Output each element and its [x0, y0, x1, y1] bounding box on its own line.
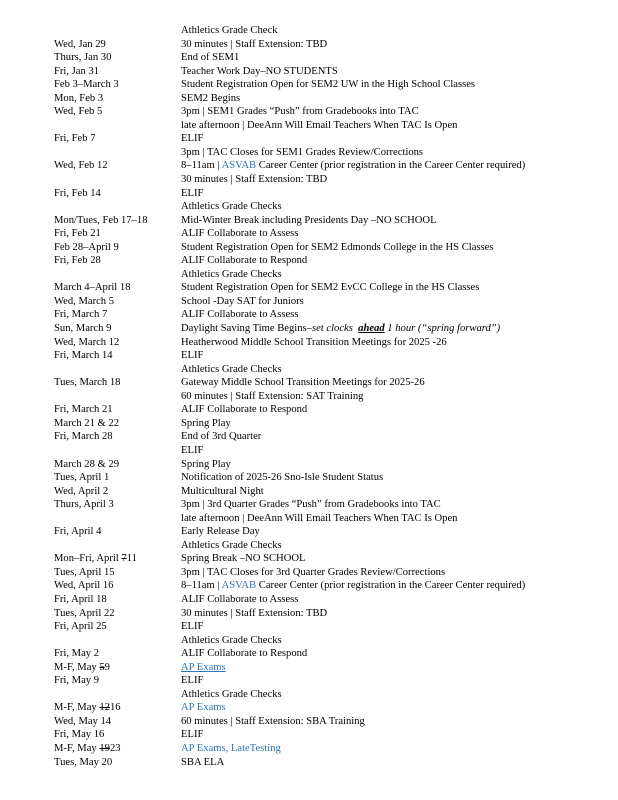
event-description: ALIF Collaborate to Respond: [181, 648, 308, 660]
event-date: [54, 24, 181, 38]
event-description: Student Registration Open for SEM2 Edmonds College in the HS Classes: [181, 241, 494, 253]
event-description: Spring Play: [181, 458, 231, 470]
calendar-row: [54, 674, 604, 688]
date-text: M-F, May: [54, 742, 100, 754]
calendar-row: [54, 485, 604, 499]
event-date: Fri, April 18: [54, 593, 107, 605]
event-date: Wed, April 16: [54, 580, 114, 592]
event-description: [181, 579, 604, 593]
event-date: Fri, March 7: [54, 309, 108, 321]
event-description: Athletics Grade Checks: [181, 268, 282, 280]
event-date: [54, 539, 181, 553]
event-date: March 28 & 29: [54, 458, 120, 470]
event-date: Wed, May 14: [54, 715, 112, 727]
calendar-row: [54, 119, 604, 133]
event-date: [54, 661, 181, 675]
calendar-row: [54, 593, 604, 607]
date-text: 11: [126, 553, 137, 565]
event-description: [181, 742, 604, 756]
event-date: Wed, Jan 29: [54, 38, 106, 50]
event-date: Mon/Tues, Feb 17–18: [54, 214, 148, 226]
event-emphasis-text: ahead: [358, 323, 385, 335]
event-description: ALIF Collaborate to Assess: [181, 228, 299, 240]
event-description: 3pm | 3rd Quarter Grades “Push” from Gradebooks into TAC: [181, 499, 441, 511]
calendar-row: [54, 363, 604, 377]
event-description: Mid-Winter Break including Presidents Day –NO SCHOOL: [181, 214, 437, 226]
event-description: Athletics Grade Checks: [181, 363, 282, 375]
event-description: Athletics Grade Check: [181, 25, 278, 36]
event-description: End of SEM1: [181, 52, 240, 64]
event-date: Thurs, Jan 30: [54, 52, 112, 64]
event-date: March 21 & 22: [54, 417, 120, 429]
calendar-row: [54, 105, 604, 119]
event-date: Wed, Feb 12: [54, 160, 108, 172]
calendar-row: [54, 38, 604, 52]
event-date: [54, 390, 181, 404]
event-date: Fri, May 16: [54, 729, 105, 741]
calendar-row: [54, 471, 604, 485]
calendar-row: [54, 566, 604, 580]
event-date: March 4–April 18: [54, 282, 131, 294]
event-description: SEM2 Begins: [181, 92, 241, 104]
event-date: [54, 200, 181, 214]
event-description: Heatherwood Middle School Transition Meetings for 2025 -26: [181, 336, 447, 348]
calendar-row: [54, 539, 604, 553]
event-description: Athletics Grade Checks: [181, 201, 282, 213]
event-description: ALIF Collaborate to Respond: [181, 404, 308, 416]
event-time: 8–11am |: [181, 580, 222, 592]
calendar-row: [54, 458, 604, 472]
event-description: ELIF: [181, 133, 204, 145]
event-date: Wed, March 12: [54, 336, 120, 348]
event-description: [181, 661, 604, 675]
date-struck-text: 5: [99, 661, 105, 673]
event-date: Fri, Feb 21: [54, 228, 101, 240]
event-description: Notification of 2025-26 Sno-Isle Student Status: [181, 472, 384, 484]
event-italic-text: 1 hour (“spring forward”): [384, 323, 501, 335]
event-description: Gateway Middle School Transition Meetings for 2025-26: [181, 377, 425, 389]
calendar-row: [54, 498, 604, 512]
calendar-row: [54, 214, 604, 228]
calendar-row: [54, 552, 604, 566]
event-description: 3pm | TAC Closes for 3rd Quarter Grades Review/Corrections: [181, 566, 446, 578]
calendar-row: [54, 647, 604, 661]
event-description: Spring Play: [181, 417, 231, 429]
calendar-row: [54, 187, 604, 201]
event-date: [54, 512, 181, 526]
event-description: SBA ELA: [181, 756, 225, 768]
ap-exams-text: AP Exams, LateTesting: [181, 742, 281, 754]
event-date: Mon, Feb 3: [54, 92, 104, 104]
event-date: Fri, May 9: [54, 675, 100, 687]
event-italic-text: set clocks: [311, 323, 359, 335]
date-text: Mon–Fri, April: [54, 553, 122, 565]
event-description: Spring Break –NO SCHOOL: [181, 553, 306, 565]
event-text: Daylight Saving Time Begins–: [181, 323, 312, 335]
event-description: late afternoon | DeeAnn Will Email Teachers When TAC Is Open: [181, 119, 458, 131]
calendar-row: [54, 65, 604, 79]
event-date: Feb 28–April 9: [54, 241, 119, 253]
date-text: M-F, May: [54, 661, 100, 673]
event-date: Feb 3–March 3: [54, 79, 119, 91]
event-description: Multicultural Night: [181, 485, 264, 497]
calendar-row: [54, 756, 604, 770]
date-struck-text: 7: [121, 553, 127, 565]
event-date: Fri, April 25: [54, 621, 107, 633]
date-text: M-F, May: [54, 702, 100, 714]
event-date: [54, 634, 181, 648]
event-description: 30 minutes | Staff Extension: TBD: [181, 38, 328, 50]
event-date: [54, 173, 181, 187]
date-text: 16: [109, 702, 121, 714]
calendar-row: [54, 146, 604, 160]
event-description: Student Registration Open for SEM2 UW in the High School Classes: [181, 79, 476, 91]
calendar-row: [54, 78, 604, 92]
calendar-row: [54, 295, 604, 309]
calendar-row: [54, 525, 604, 539]
calendar-row: [54, 322, 604, 336]
event-date: Fri, Jan 31: [54, 65, 100, 77]
asvab-link[interactable]: ASVAB: [221, 160, 257, 172]
calendar-row: [54, 661, 604, 675]
calendar-row: [54, 349, 604, 363]
ap-exams-text: AP Exams: [181, 702, 226, 714]
calendar-row: [54, 173, 604, 187]
date-text: 23: [109, 742, 121, 754]
event-date: Fri, Feb 14: [54, 187, 101, 199]
event-detail: Career Center (prior registration in the Career Center required): [256, 580, 526, 592]
calendar-row: [54, 376, 604, 390]
event-description: 3pm | SEM1 Grades “Push” from Gradebooks into TAC: [181, 106, 419, 118]
calendar-row: [54, 607, 604, 621]
calendar-row: [54, 24, 604, 38]
event-date: [54, 688, 181, 702]
event-description: 3pm | TAC Closes for SEM1 Grades Review/Corrections: [181, 146, 424, 158]
event-date: Fri, Feb 7: [54, 133, 96, 145]
event-description: School -Day SAT for Juniors: [181, 295, 304, 307]
date-struck-text: 19: [99, 742, 110, 754]
calendar-row: [54, 688, 604, 702]
calendar-row: [54, 620, 604, 634]
event-description: ELIF: [181, 444, 204, 456]
calendar-row: [54, 281, 604, 295]
date-struck-text: 12: [99, 702, 110, 714]
event-date: [54, 444, 181, 458]
calendar-row: [54, 715, 604, 729]
ap-exams-link[interactable]: AP Exams: [181, 661, 226, 673]
event-description: 30 minutes | Staff Extension: TBD: [181, 607, 328, 619]
event-description: 60 minutes | Staff Extension: SBA Training: [181, 715, 365, 727]
event-date: Tues, April 15: [54, 566, 115, 578]
event-date: Fri, March 21: [54, 404, 113, 416]
asvab-link[interactable]: ASVAB: [221, 580, 257, 592]
date-text: 9: [104, 661, 110, 673]
event-date: Sun, March 9: [54, 323, 112, 335]
calendar-row: [54, 634, 604, 648]
calendar-row: [54, 241, 604, 255]
calendar-row: [54, 701, 604, 715]
calendar-row: [54, 403, 604, 417]
event-description: [181, 159, 604, 173]
event-description: End of 3rd Quarter: [181, 431, 262, 443]
event-description: ALIF Collaborate to Assess: [181, 593, 299, 605]
event-date: Tues, May 20: [54, 756, 113, 768]
event-date: Fri, Feb 28: [54, 255, 101, 267]
calendar-row: [54, 308, 604, 322]
event-description: ALIF Collaborate to Respond: [181, 255, 308, 267]
calendar-row: [54, 579, 604, 593]
event-date: Tues, March 18: [54, 377, 121, 389]
event-date: Fri, April 4: [54, 526, 102, 538]
event-description: 60 minutes | Staff Extension: SAT Training: [181, 390, 364, 402]
event-description: Early Release Day: [181, 526, 260, 538]
event-date: Fri, March 28: [54, 431, 113, 443]
calendar-row: [54, 132, 604, 146]
event-description: Athletics Grade Checks: [181, 539, 282, 551]
calendar-row: [54, 268, 604, 282]
event-detail: Career Center (prior registration in the Career Center required): [256, 160, 526, 172]
event-date: [54, 363, 181, 377]
calendar-row: [54, 430, 604, 444]
event-date: Wed, March 5: [54, 295, 115, 307]
event-description: ELIF: [181, 729, 204, 741]
calendar-row: [54, 51, 604, 65]
event-description: 30 minutes | Staff Extension: TBD: [181, 174, 328, 186]
calendar-row: [54, 336, 604, 350]
event-description: ELIF: [181, 350, 204, 362]
event-date: [54, 119, 181, 133]
event-description: [181, 701, 604, 715]
calendar-row: [54, 254, 604, 268]
event-date: Tues, April 1: [54, 472, 110, 484]
event-date: [54, 146, 181, 160]
event-description: ELIF: [181, 675, 204, 687]
calendar-row: [54, 728, 604, 742]
calendar-row: [54, 159, 604, 173]
event-description: ELIF: [181, 187, 204, 199]
event-time: 8–11am |: [181, 160, 222, 172]
event-date: Fri, May 2: [54, 648, 100, 660]
event-description: Athletics Grade Checks: [181, 634, 282, 646]
calendar-row: [54, 227, 604, 241]
event-date: [54, 701, 181, 715]
calendar-list: [54, 24, 604, 769]
event-description: Teacher Work Day–NO STUDENTS: [181, 65, 338, 77]
event-description: [181, 322, 604, 336]
event-description: late afternoon | DeeAnn Will Email Teachers When TAC Is Open: [181, 512, 458, 524]
event-description: Athletics Grade Checks: [181, 688, 282, 700]
calendar-row: [54, 444, 604, 458]
calendar-row: [54, 512, 604, 526]
event-date: Wed, April 2: [54, 485, 109, 497]
event-description: ELIF: [181, 621, 204, 633]
event-date: Thurs, April 3: [54, 499, 114, 511]
event-date: [54, 268, 181, 282]
calendar-row: [54, 417, 604, 431]
event-date: Wed, Feb 5: [54, 106, 103, 118]
event-date: Tues, April 22: [54, 607, 115, 619]
event-date: [54, 552, 181, 566]
event-description: Student Registration Open for SEM2 EvCC College in the HS Classes: [181, 282, 480, 294]
calendar-row: [54, 92, 604, 106]
event-date: [54, 742, 181, 756]
event-date: Fri, March 14: [54, 350, 113, 362]
event-description: ALIF Collaborate to Assess: [181, 309, 299, 321]
calendar-row: [54, 742, 604, 756]
calendar-row: [54, 390, 604, 404]
calendar-row: [54, 200, 604, 214]
